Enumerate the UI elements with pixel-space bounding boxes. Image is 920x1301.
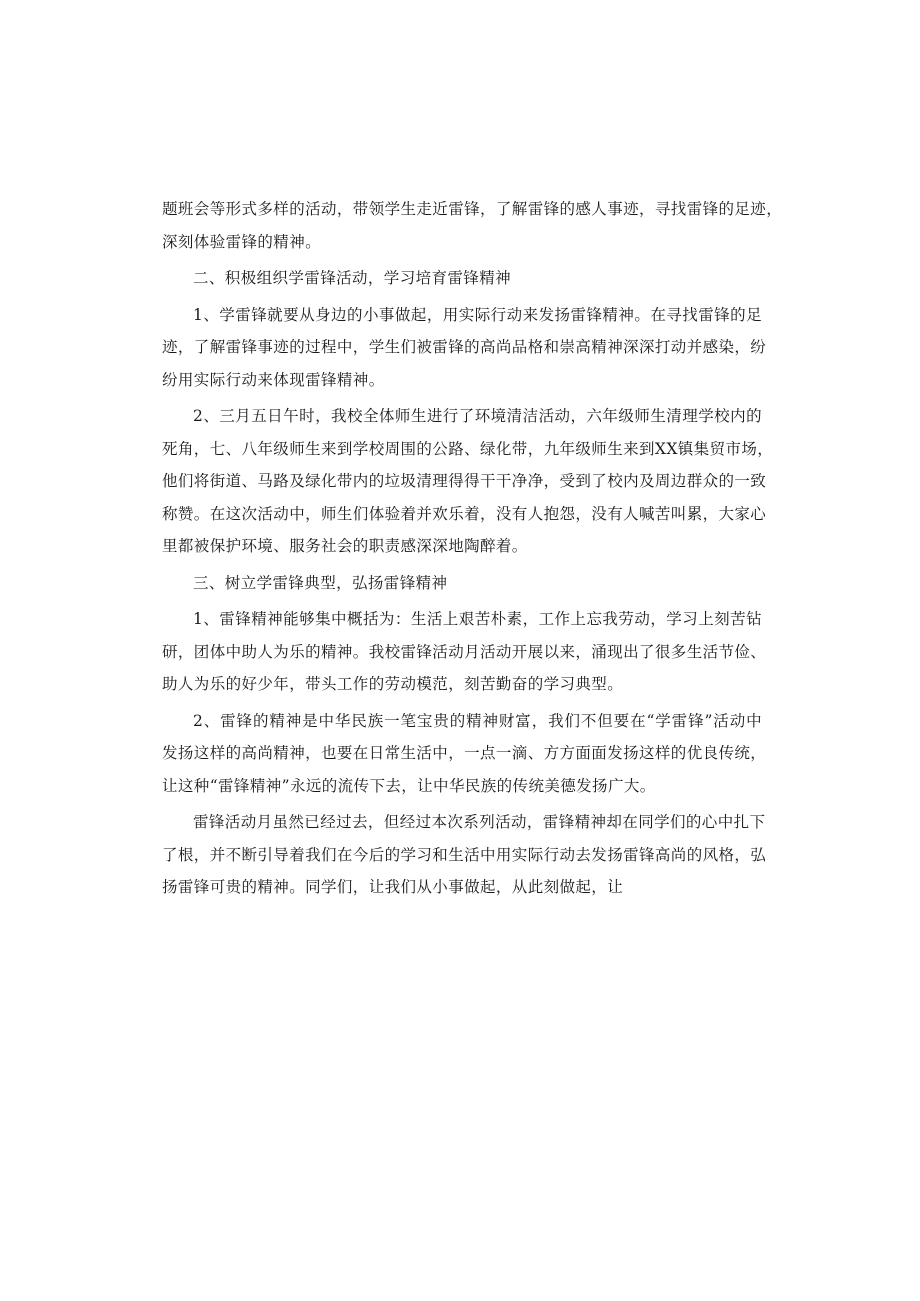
paragraph-intro-continuation	[162, 193, 783, 258]
text-line: 纷用实际行动来体现雷锋精神。	[162, 370, 385, 389]
section-heading-2	[162, 262, 762, 295]
heading-text: 二、积极组织学雷锋活动，学习培育雷锋精神	[193, 269, 512, 287]
text-line: 里都被保护环境、服务社会的职责感深深地陶醉着。	[162, 537, 528, 555]
paragraph-3-2	[162, 705, 767, 803]
paragraph-2-1	[162, 299, 767, 397]
paragraph-3-1	[162, 603, 767, 701]
text-line: 迹，了解雷锋事迹的过程中，学生们被雷锋的高尚品格和崇高精神深深打动并感染，纷	[162, 338, 767, 356]
text-line: 扬雷锋可贵的精神。同学们，让我们从小事做起，从此刻做起，让	[162, 878, 624, 896]
text-line: 死角，七、八年级师生来到学校周围的公路、绿化带，九年级师生来到XX镇集贸市场，	[162, 439, 774, 458]
text-line: 称赞。在这次活动中，师生们体验着并欢乐着，没有人抱怨，没有人喊苦叫累，大家心	[162, 504, 767, 523]
text-line: 1、雷锋精神能够集中概括为：生活上艰苦朴素，工作上忘我劳动，学习上刻苦钻	[193, 610, 762, 628]
text-line: 了根，并不断引导着我们在今后的学习和生活中用实际行动去发扬雷锋高尚的风格，弘	[162, 845, 767, 864]
text-line: 2、雷锋的精神是中华民族一笔宝贵的精神财富，我们不但要在“学雷锋”活动中	[193, 711, 762, 730]
text-line: 发扬这样的高尚精神，也要在日常生活中，一点一滴、方方面面发扬这样的优良传统，	[162, 744, 767, 762]
text-line: 雷锋活动月虽然已经过去，但经过本次系列活动，雷锋精神却在同学们的心中扎下	[193, 813, 766, 831]
text-line: 让这种“雷锋精神”永远的流传下去，让中华民族的传统美德发扬广大。	[162, 776, 656, 795]
text-line: 1、学雷锋就要从身边的小事做起，用实际行动来发扬雷锋精神。在寻找雷锋的足	[193, 305, 762, 324]
text-line: 题班会等形式多样的活动，带领学生走近雷锋，了解雷锋的感人事迹，寻找雷锋的足迹，	[162, 200, 783, 218]
document-body	[162, 193, 783, 904]
text-line: 助人为乐的好少年，带头工作的劳动模范，刻苦勤奋的学习典型。	[162, 675, 624, 693]
text-line: 他们将街道、马路及绿化带内的垃圾清理得得干干净净，受到了校内及周边群众的一致	[162, 472, 767, 490]
heading-text: 三、树立学雷锋典型，弘扬雷锋精神	[193, 573, 448, 592]
text-line: 2、三月五日午时，我校全体师生进行了环境清洁活动，六年级师生清理学校内的	[193, 407, 762, 425]
text-line: 深刻体验雷锋的精神。	[162, 232, 322, 251]
paragraph-2-2	[162, 400, 774, 563]
paragraph-conclusion	[162, 806, 767, 904]
text-line: 研，团体中助人为乐的精神。我校雷锋活动月活动开展以来，涌现出了很多生活节俭、	[162, 642, 767, 661]
section-heading-3	[162, 567, 762, 600]
